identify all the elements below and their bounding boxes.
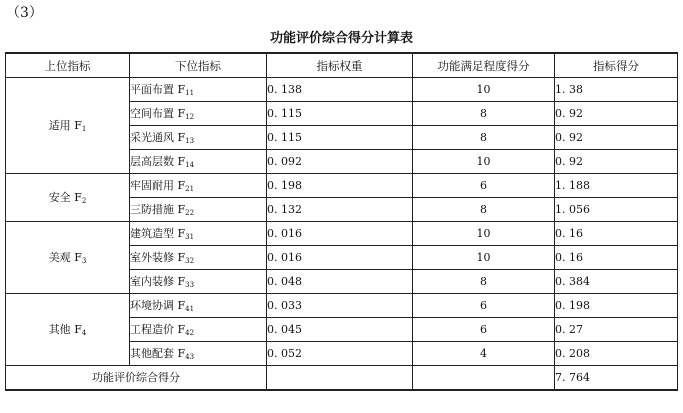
satisfaction-score-cell: 10 (413, 78, 555, 102)
lower-subscript: 43 (185, 352, 195, 361)
lower-code: F (177, 202, 186, 216)
function-evaluation-table (5, 52, 678, 391)
table-row (6, 174, 678, 198)
indicator-score-cell: 1. 056 (555, 198, 678, 222)
lower-text: 三防措施 (130, 202, 174, 216)
indicator-score-cell: 0. 16 (555, 222, 678, 246)
indicator-score-cell: 0. 208 (555, 342, 678, 366)
lower-subscript: 42 (185, 328, 195, 337)
table-title: 功能评价综合得分计算表 (269, 31, 413, 46)
upper-text: 安全 (48, 190, 71, 204)
indicator-score-cell: 1. 188 (555, 174, 678, 198)
lower-code: F (177, 226, 186, 240)
header-indicator-score: 指标得分 (555, 53, 678, 78)
lower-subscript: 13 (185, 136, 195, 145)
lower-text: 牢固耐用 (130, 178, 174, 192)
lower-subscript: 12 (185, 112, 195, 121)
header-upper-indicator: 上位指标 (6, 53, 130, 78)
lower-indicator-cell (130, 342, 267, 366)
total-row (6, 366, 678, 391)
upper-text: 美观 (48, 250, 71, 264)
weight-cell: 0. 132 (267, 198, 413, 222)
lower-indicator-cell (130, 126, 267, 150)
table-row (6, 222, 678, 246)
total-label-cell: 功能评价综合得分 (6, 366, 267, 391)
table-row (6, 78, 678, 102)
weight-cell: 0. 092 (267, 150, 413, 174)
satisfaction-score-cell: 6 (413, 294, 555, 318)
indicator-score-cell: 0. 16 (555, 246, 678, 270)
lower-subscript: 14 (185, 160, 195, 169)
lower-subscript: 33 (185, 280, 195, 289)
total-empty-weight (267, 366, 413, 391)
lower-indicator-cell (130, 270, 267, 294)
table-body (6, 78, 678, 391)
lower-text: 室外装修 (130, 250, 174, 264)
lower-code: F (177, 178, 186, 192)
weight-cell: 0. 138 (267, 78, 413, 102)
indicator-score-cell: 0. 92 (555, 126, 678, 150)
header-lower-indicator: 下位指标 (130, 53, 267, 78)
upper-code: F (74, 322, 82, 336)
weight-cell: 0. 045 (267, 318, 413, 342)
satisfaction-score-cell: 8 (413, 102, 555, 126)
satisfaction-score-cell: 10 (413, 222, 555, 246)
lower-text: 室内装修 (130, 274, 174, 288)
lower-code: F (177, 250, 186, 264)
weight-cell: 0. 016 (267, 222, 413, 246)
satisfaction-score-cell: 8 (413, 126, 555, 150)
upper-text: 其他 (48, 322, 71, 336)
upper-indicator-cell (6, 222, 130, 294)
indicator-score-cell: 1. 38 (555, 78, 678, 102)
lower-text: 其他配套 (130, 346, 174, 360)
lower-indicator-cell (130, 246, 267, 270)
upper-subscript: 3 (81, 256, 87, 265)
lower-text: 采光通风 (130, 130, 174, 144)
header-satisfaction-score: 功能满足程度得分 (413, 53, 555, 78)
table-row (6, 294, 678, 318)
lower-subscript: 31 (185, 232, 195, 241)
upper-text: 适用 (48, 118, 71, 132)
lower-text: 空间布置 (130, 106, 174, 120)
upper-indicator-cell (6, 294, 130, 366)
total-empty-level (413, 366, 555, 391)
lower-indicator-cell (130, 174, 267, 198)
lower-code: F (177, 322, 186, 336)
satisfaction-score-cell: 10 (413, 246, 555, 270)
lower-subscript: 21 (185, 184, 195, 193)
section-number: （3） (6, 5, 43, 21)
indicator-score-cell: 0. 384 (555, 270, 678, 294)
lower-code: F (177, 106, 186, 120)
upper-subscript: 4 (81, 328, 87, 337)
lower-indicator-cell (130, 318, 267, 342)
total-score-cell: 7. 764 (555, 366, 678, 391)
lower-text: 平面布置 (130, 82, 174, 96)
indicator-score-cell: 0. 92 (555, 102, 678, 126)
weight-cell: 0. 052 (267, 342, 413, 366)
weight-cell: 0. 198 (267, 174, 413, 198)
lower-indicator-cell (130, 222, 267, 246)
lower-indicator-cell (130, 294, 267, 318)
lower-code: F (177, 346, 186, 360)
lower-text: 环境协调 (130, 298, 174, 312)
satisfaction-score-cell: 8 (413, 270, 555, 294)
upper-indicator-cell (6, 78, 130, 174)
indicator-score-cell: 0. 92 (555, 150, 678, 174)
header-row (6, 53, 678, 78)
lower-code: F (177, 82, 186, 96)
header-weight: 指标权重 (267, 53, 413, 78)
indicator-score-cell: 0. 198 (555, 294, 678, 318)
lower-subscript: 32 (185, 256, 195, 265)
upper-indicator-cell (6, 174, 130, 222)
lower-subscript: 11 (185, 88, 195, 97)
satisfaction-score-cell: 4 (413, 342, 555, 366)
lower-subscript: 22 (185, 208, 195, 217)
weight-cell: 0. 115 (267, 102, 413, 126)
lower-code: F (177, 130, 186, 144)
satisfaction-score-cell: 6 (413, 174, 555, 198)
upper-code: F (74, 118, 82, 132)
weight-cell: 0. 033 (267, 294, 413, 318)
lower-subscript: 41 (185, 304, 195, 313)
lower-text: 层高层数 (130, 154, 174, 168)
weight-cell: 0. 048 (267, 270, 413, 294)
lower-indicator-cell (130, 198, 267, 222)
satisfaction-score-cell: 8 (413, 198, 555, 222)
lower-code: F (177, 298, 186, 312)
lower-indicator-cell (130, 102, 267, 126)
satisfaction-score-cell: 6 (413, 318, 555, 342)
upper-subscript: 1 (81, 124, 87, 133)
lower-code: F (177, 154, 186, 168)
lower-text: 建筑造型 (130, 226, 174, 240)
weight-cell: 0. 115 (267, 126, 413, 150)
upper-code: F (74, 190, 82, 204)
lower-code: F (177, 274, 186, 288)
indicator-score-cell: 0. 27 (555, 318, 678, 342)
lower-indicator-cell (130, 78, 267, 102)
upper-subscript: 2 (81, 196, 87, 205)
weight-cell: 0. 016 (267, 246, 413, 270)
satisfaction-score-cell: 10 (413, 150, 555, 174)
upper-code: F (74, 250, 82, 264)
lower-indicator-cell (130, 150, 267, 174)
lower-text: 工程造价 (130, 322, 174, 336)
